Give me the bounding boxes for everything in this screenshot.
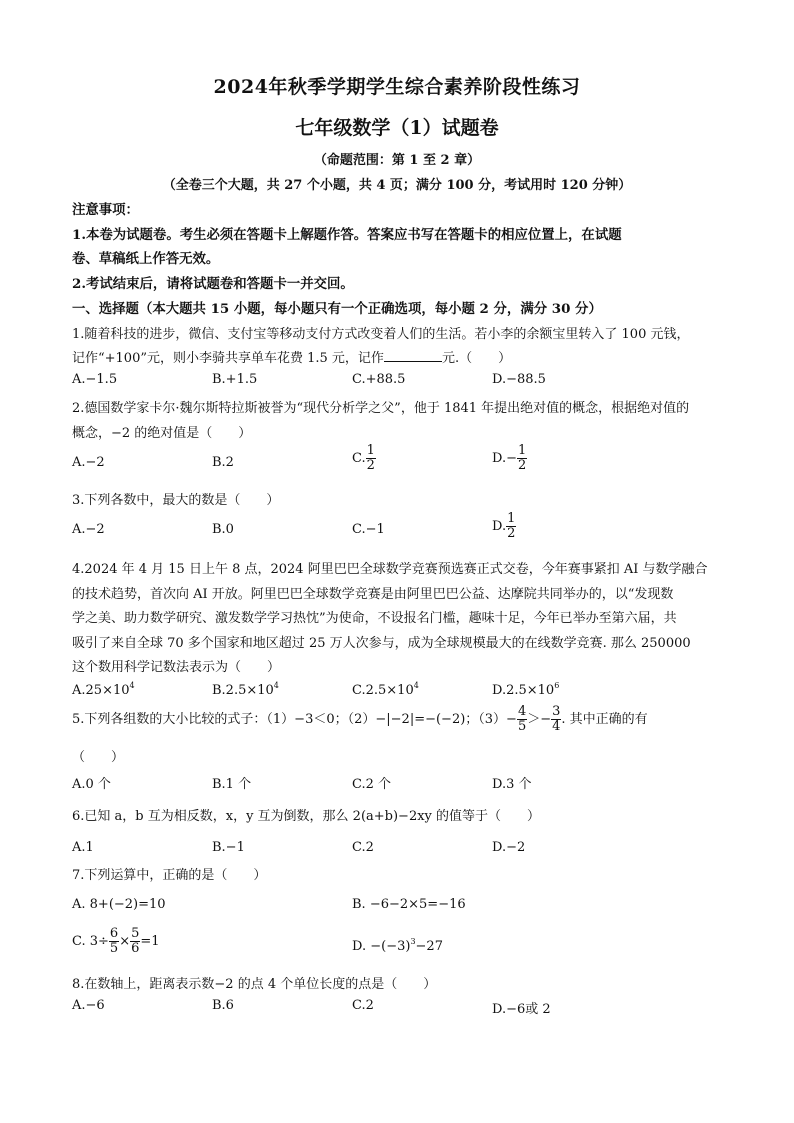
q7-option-b: B. −6−2×5=−16 — [352, 897, 466, 912]
exam-title: 2024年秋季学期学生综合素养阶段性练习 — [213, 76, 581, 98]
q6-option-b: B.−1 — [212, 840, 245, 855]
note-1-line-1: 1.本卷为试题卷。考生必须在答题卡上解题作答。答案应书写在答题卡的相应位置上，在试题 — [72, 227, 622, 243]
q3-option-b: B.0 — [212, 522, 234, 537]
q6-option-d: D.−2 — [492, 840, 526, 855]
q5-option-b: B.1 个 — [212, 777, 252, 792]
q6-option-a: A.1 — [72, 840, 94, 855]
q5-stem-line-1: 5.下列各组数的大小比较的式子：（1）−3＜0；（2）−|−2|=−(−2)；（3）− $\frac{4}{5}$ ＞− $\frac{3}{4}$ . 其中正确的有 — [72, 704, 648, 734]
q7-option-d: D. $-(-3)^3-27$ — [352, 937, 443, 954]
q3-option-c: C.−1 — [352, 522, 385, 537]
q2-stem-line-2: 概念，−2 的绝对值是（ ） — [72, 426, 252, 441]
q1-option-b: B.+1.5 — [212, 372, 258, 387]
q5-option-d: D.3 个 — [492, 777, 532, 792]
notes-heading: 注意事项： — [72, 202, 139, 218]
q6-option-c: C.2 — [352, 840, 374, 855]
exam-scope: （命题范围：第 1 至 2 章） — [313, 153, 481, 168]
q5-stem-line-2: （ ） — [72, 750, 125, 765]
q2-option-d: D.− $\frac{1}{2}$ — [492, 443, 527, 473]
exam-subtitle: 七年级数学（1）试题卷 — [295, 117, 499, 139]
q1-stem-line-2: 记作“+100”元，则小李骑共享单车花费 1.5 元，记作 元.（ ） — [72, 351, 512, 366]
q2-option-a: A.−2 — [72, 455, 105, 470]
q4-stem-line-2: 的技术趋势，首次向 AI 开放。阿里巴巴全球数学竞赛是由阿里巴巴公益、达摩院共同举办的，以“发现数 — [72, 587, 674, 602]
q4-stem-line-5: 这个数用科学记数法表示为（ ） — [72, 660, 281, 675]
q1-option-c: C.+88.5 — [352, 372, 406, 387]
q3-option-d: D. $\frac{1}{2}$ — [492, 511, 516, 541]
q4-stem-line-1: 4.2024 年 4 月 15 日上午 8 点，2024 阿里巴巴全球数学竞赛预选赛正式交卷，今年赛事紧扣 AI 与数学融合 — [72, 562, 708, 577]
fraction: $\frac{1}{2}$ — [366, 443, 375, 473]
q1-stem-line-1: 1.随着科技的进步，微信、支付宝等移动支付方式改变着人们的生活。若小李的余额宝里转入了 100 元钱， — [72, 327, 690, 342]
q1-option-a: A.−1.5 — [72, 372, 118, 387]
fraction: $\frac{1}{2}$ — [517, 443, 527, 473]
exam-info: （全卷三个大题，共 27 个小题，共 4 页；满分 100 分，考试用时 120 分钟） — [162, 178, 632, 193]
fraction: $\frac{4}{5}$ — [517, 704, 527, 734]
q4-option-a: $A.25\times 10^4$ — [72, 681, 135, 698]
fraction: $\frac{3}{4}$ — [552, 704, 561, 734]
q2-stem-line-1: 2.德国数学家卡尔·魏尔斯特拉斯被誉为“现代分析学之父”，他于 1841 年提出绝对值的概念，根据绝对值的 — [72, 401, 690, 416]
q7-option-a: A. 8+(−2)=10 — [72, 897, 166, 912]
fraction: $\frac{5}{6}$ — [131, 926, 140, 956]
note-2: 2.考试结束后，请将试题卷和答题卡一并交回。 — [72, 276, 354, 292]
q8-option-c: C.2 — [352, 998, 374, 1013]
q3-option-a: A.−2 — [72, 522, 105, 537]
q2-option-b: B.2 — [212, 455, 234, 470]
q1-option-d: D.−88.5 — [492, 372, 546, 387]
q4-stem-line-3: 学之美、助力数学研究、激发数学学习热忱”为使命，不设报名门槛，趣味十足，今年已举办至第六届，共 — [72, 611, 677, 626]
answer-blank — [384, 349, 442, 362]
q4-stem-line-4: 吸引了来自全球 70 多个国家和地区超过 25 万人次参与，成为全球规模最大的在线数学竞赛. 那么 250000 — [72, 636, 691, 651]
q4-option-d: $D.2.5\times 10^6$ — [492, 681, 560, 698]
q6-stem: 6.已知 a，b 互为相反数，x，y 互为倒数，那么 2(a+b)−2xy 的值等于（ ） — [72, 809, 541, 824]
q7-option-c: C. 3÷ $\frac{6}{5}$ × $\frac{5}{6}$ =1 — [72, 926, 160, 956]
q8-option-d: D.−6或 2 — [492, 1002, 551, 1017]
fraction: $\frac{1}{2}$ — [507, 511, 516, 541]
q5-option-a: A.0 个 — [72, 777, 111, 792]
q8-option-a: A.−6 — [72, 998, 105, 1013]
q4-option-b: $B.2.5\times 10^4$ — [212, 681, 279, 698]
q4-option-c: $C.2.5\times 10^4$ — [352, 681, 419, 698]
q8-option-b: B.6 — [212, 998, 234, 1013]
q5-option-c: C.2 个 — [352, 777, 392, 792]
note-1-line-2: 卷、草稿纸上作答无效。 — [72, 251, 220, 267]
fraction: $\frac{6}{5}$ — [109, 926, 119, 956]
section-1-heading: 一、选择题（本大题共 15 小题，每小题只有一个正确选项，每小题 2 分，满分 30 分） — [72, 301, 602, 317]
q7-stem: 7.下列运算中，正确的是（ ） — [72, 868, 267, 883]
q8-stem: 8.在数轴上，距离表示数−2 的点 4 个单位长度的点是（ ） — [72, 977, 437, 992]
q3-stem: 3.下列各数中，最大的数是（ ） — [72, 493, 280, 508]
q2-option-c: C. $\frac{1}{2}$ — [352, 443, 375, 473]
